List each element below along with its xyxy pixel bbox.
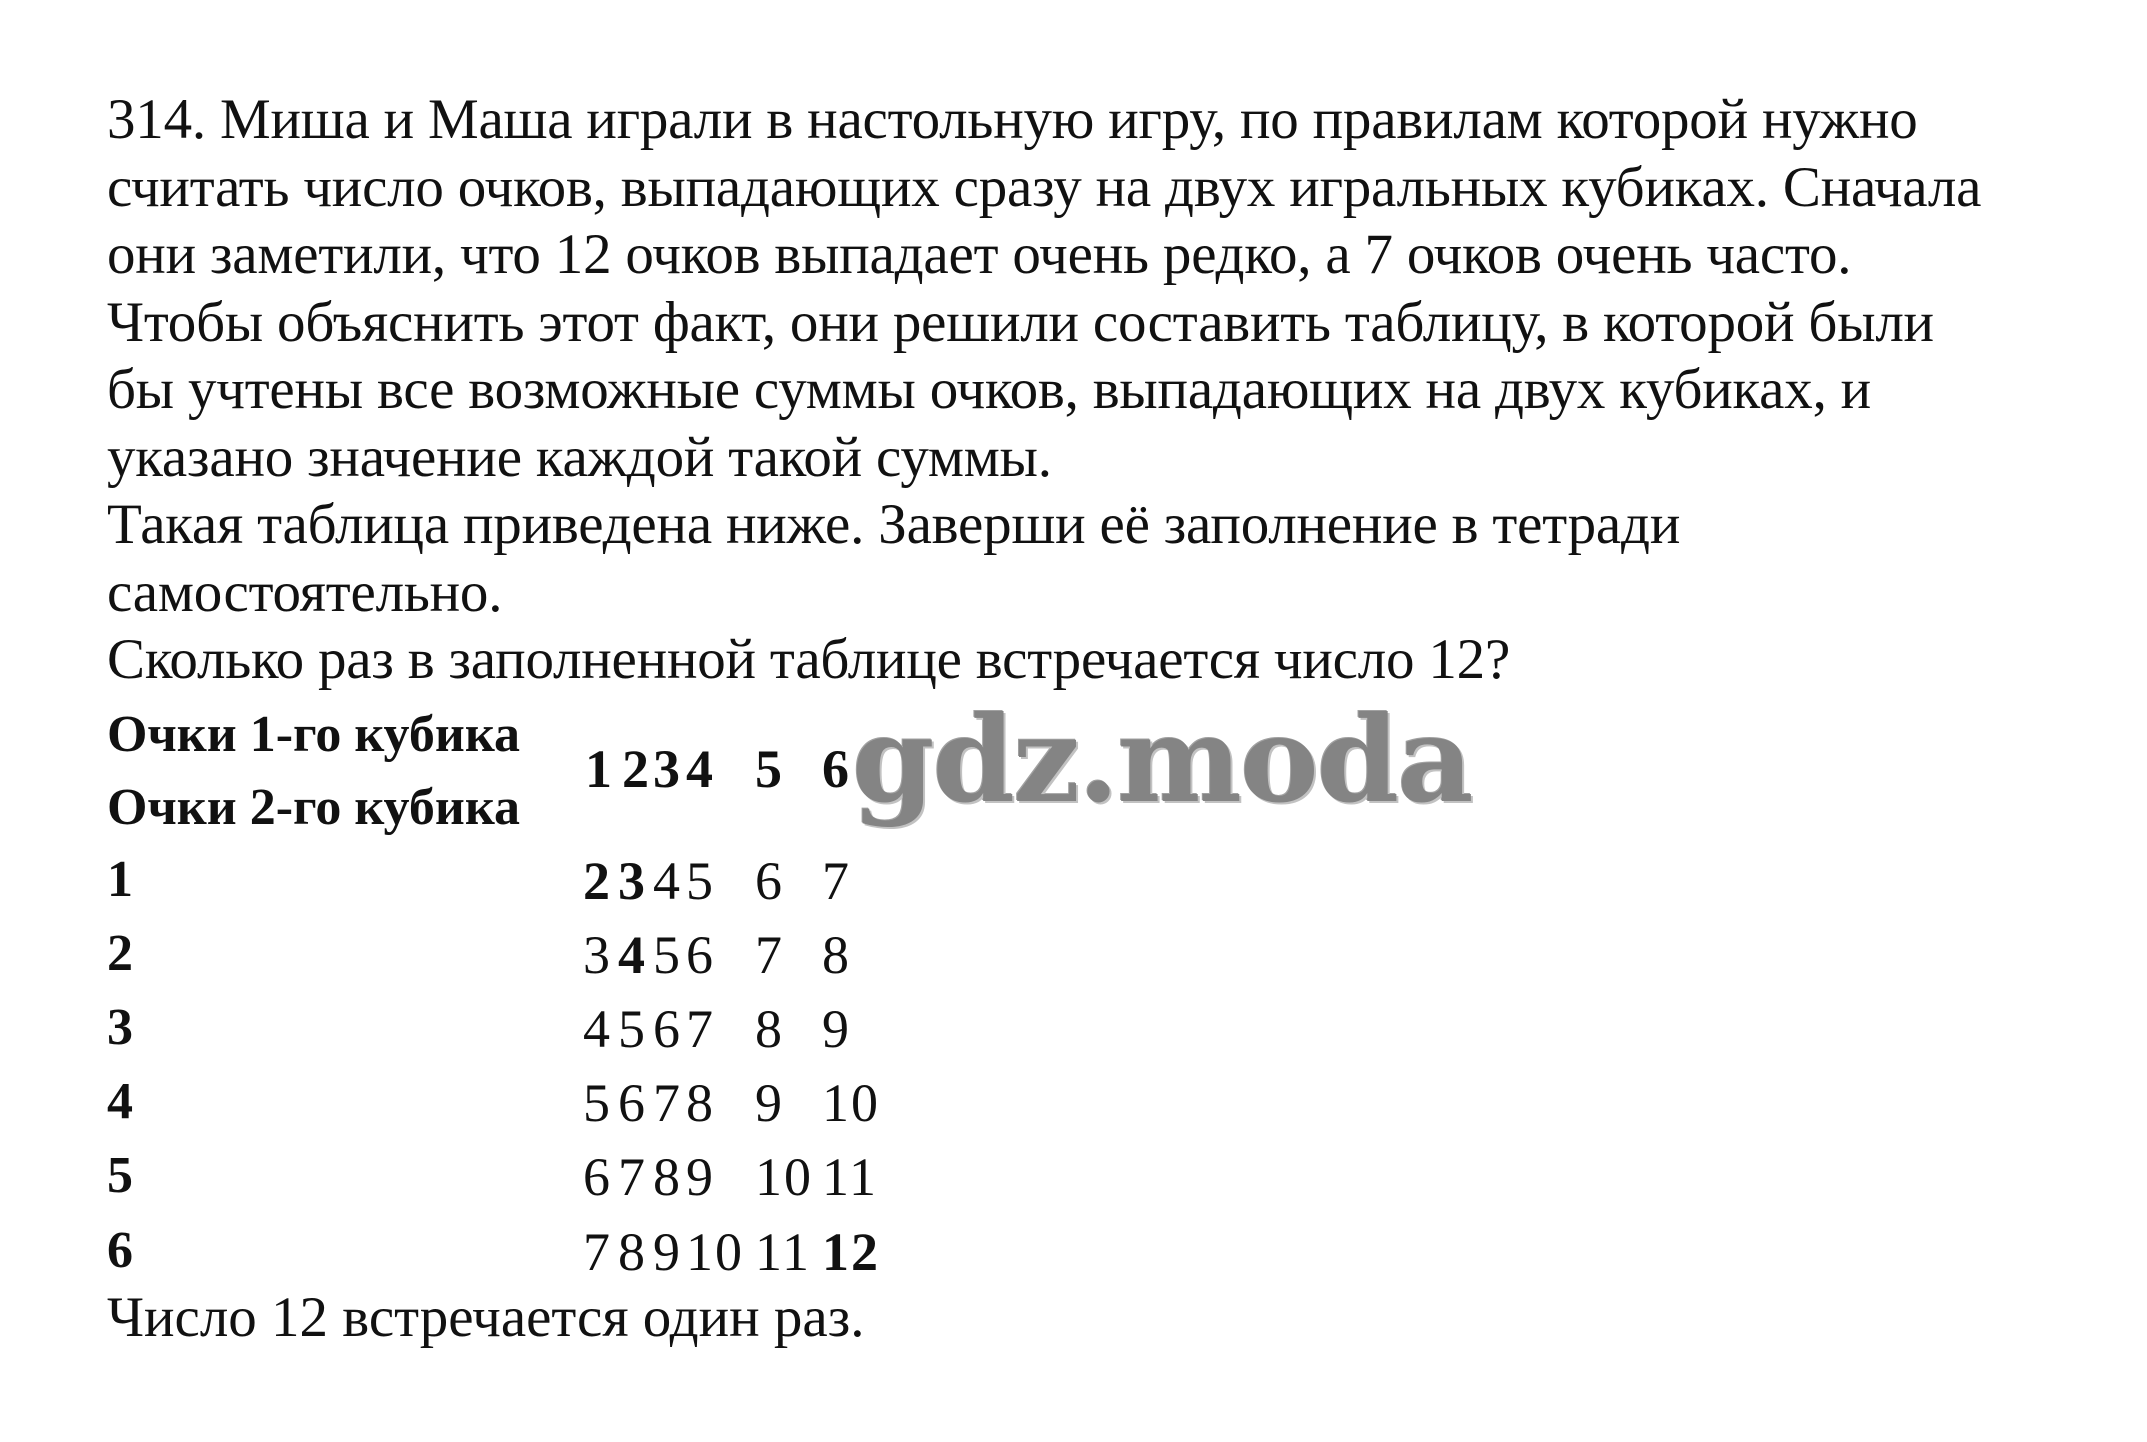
table-cell: 10 [822,1073,880,1133]
row-label: 6 [107,1222,133,1279]
row-label: 5 [107,1147,133,1204]
table-cell: 6 [618,1073,647,1133]
col-header: 5 [755,739,784,799]
table-cell: 6 [583,1147,612,1207]
problem-line: бы учтены все возможные суммы очков, выпадающих на двух кубиках, и [107,358,1871,421]
table-cell: 8 [755,999,784,1059]
die1-header: Очки 1-го кубика [107,706,521,763]
table-cell: 9 [653,1222,682,1282]
table-cell: 7 [583,1222,612,1282]
problem-line: самостоятельно. [107,560,503,624]
table-cell: 7 [686,999,715,1059]
problem-line: Такая таблица приведена ниже. Заверши её заполнение в тетради [107,493,1681,556]
table-cell: 9 [686,1147,715,1207]
table-cell: 4 [618,925,647,985]
problem-line: они заметили, что 12 очков выпадает очень редко, а 7 очков очень часто. [107,223,1852,286]
col-header: 3 [653,739,682,799]
table-cell: 10 [686,1222,744,1282]
table-cell: 4 [653,851,682,911]
die2-header: Очки 2-го кубика [107,779,521,836]
col-header: 1 [585,739,614,799]
watermark-logo: gdz.moda [852,690,1472,829]
table-cell: 6 [686,925,715,985]
problem-text [107,86,2087,694]
table-cell: 3 [583,925,612,985]
table-cell: 2 [583,851,612,911]
table-cell: 5 [618,999,647,1059]
answer-text: Число 12 встречается один раз. [107,1286,865,1349]
row-label: 4 [107,1073,133,1130]
problem-line: считать число очков, выпадающих сразу на двух игральных кубиках. Сначала [107,155,1982,219]
table-cell: 8 [686,1073,715,1133]
problem-line: 314. Миша и Маша играли в настольную игру, по правилам которой нужно [107,88,1918,151]
table-cell: 5 [686,851,715,911]
problem-line: Чтобы объяснить этот факт, они решили составить таблицу, в которой были [107,290,1934,354]
col-header: 6 [822,739,851,799]
table-cell: 9 [822,999,851,1059]
table-cell: 8 [618,1222,647,1282]
table-cell: 5 [653,925,682,985]
col-header: 4 [686,739,715,799]
table-cell: 10 [755,1147,813,1207]
row-label: 2 [107,925,133,982]
table-cell: 7 [653,1073,682,1133]
table-cell: 4 [583,999,612,1059]
row-label: 1 [107,851,133,908]
table-cell: 5 [583,1073,612,1133]
problem-line: Сколько раз в заполненной таблице встречается число 12? [107,628,1511,691]
col-header: 2 [622,739,651,799]
table-cell: 8 [822,925,851,985]
table-cell: 6 [755,851,784,911]
table-cell: 7 [755,925,784,985]
table-cell: 8 [653,1147,682,1207]
table-cell: 9 [755,1073,784,1133]
table-cell: 11 [822,1147,878,1207]
table-cell: 12 [822,1222,880,1282]
table-cell: 11 [755,1222,811,1282]
table-cell: 7 [822,851,851,911]
problem-line: указано значение каждой такой суммы. [107,425,1052,489]
table-cell: 3 [618,851,647,911]
table-cell: 6 [653,999,682,1059]
row-label: 3 [107,999,133,1056]
table-cell: 7 [618,1147,647,1207]
